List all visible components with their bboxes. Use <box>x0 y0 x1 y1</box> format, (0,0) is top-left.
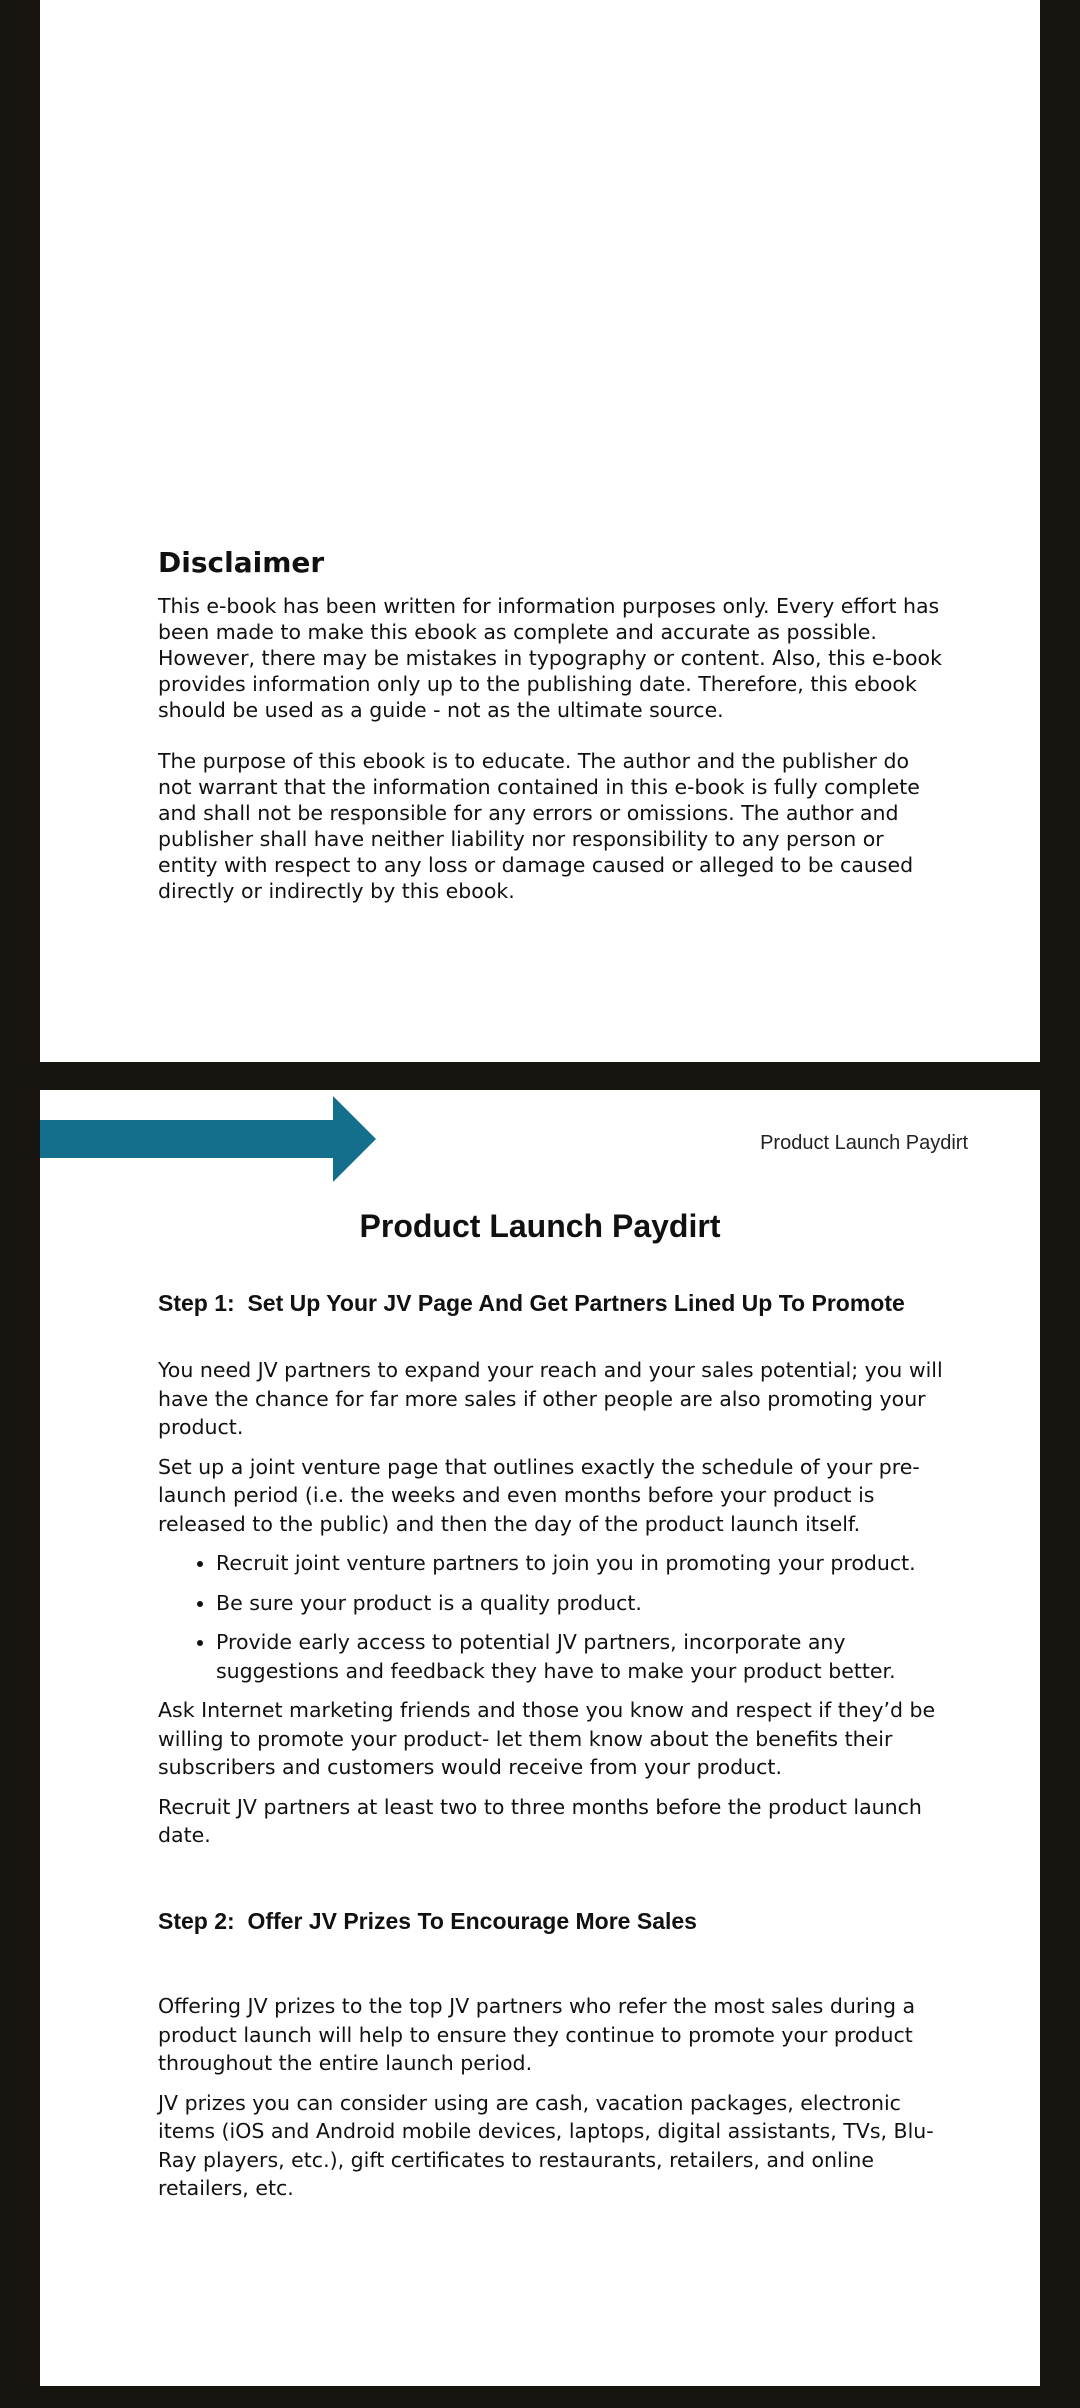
list-item: • Be sure your product is a quality product. <box>216 1589 958 1618</box>
page-2 <box>40 1090 1040 2386</box>
page-1 <box>40 0 1040 1062</box>
step-2-body <box>158 1992 958 2214</box>
running-header: Product Launch Paydirt <box>760 1132 968 1154</box>
step-1-body <box>158 1356 958 1861</box>
header-arrow-icon <box>40 1096 380 1182</box>
disclaimer-paragraph: The purpose of this ebook is to educate. The author and the publisher do not warrant that the information contained in this e-book is fully complete and shall not be responsible for any errors or omissions. The author and publisher shall have neither liability nor responsibility to any person or entity with respect to any loss or damage caused or alleged to be caused directly or indirectly by this ebook. <box>158 749 920 903</box>
disclaimer-paragraph: This e-book has been written for information purposes only. Every effort has been made to make this ebook as complete and accurate as possible. However, there may be mistakes in typography or content. Also, this e-book provides information only up to the publishing date. Therefore, this ebook should be used as a guide - not as the ultimate source. <box>158 594 942 722</box>
paragraph: Ask Internet marketing friends and those you know and respect if they’d be willing to promote your product- let them know about the benefits their subscribers and customers would receive from your product. <box>158 1698 936 1779</box>
list-item: • Provide early access to potential JV partners, incorporate any suggestions and feedback they have to make your product better. <box>216 1628 958 1685</box>
paragraph: Set up a joint venture page that outlines exactly the schedule of your pre-launch period (i.e. the weeks and even months before your product is released to the public) and then the day of the product launch itself. <box>158 1454 920 1536</box>
step-1-heading: Step 1: Set Up Your JV Page And Get Partners Lined Up To Promote <box>158 1290 905 1316</box>
page-title: Product Launch Paydirt <box>359 1208 721 1244</box>
paragraph: You need JV partners to expand your reach and your sales potential; you will have the chance for far more sales if other people are also promoting your product. <box>158 1358 943 1439</box>
disclaimer-title: Disclaimer <box>158 546 325 579</box>
paragraph: Recruit JV partners at least two to three months before the product launch date. <box>158 1794 922 1847</box>
step-2-heading: Step 2: Offer JV Prizes To Encourage More Sales <box>158 1908 697 1934</box>
paragraph: Offering JV prizes to the top JV partners who refer the most sales during a product launch will help to ensure they continue to promote your product throughout the entire launch period. <box>158 1994 916 2075</box>
paragraph: JV prizes you can consider using are cash, vacation packages, electronic items (iOS and Android mobile devices, laptops, digital assistants, TVs, Blu-Ray players, etc.), gift certificates to restaurants, retailers, and online retailers, etc. <box>158 2090 934 2200</box>
list-item: • Recruit joint venture partners to join you in promoting your product. <box>216 1549 958 1578</box>
bullet-list <box>158 1549 958 1685</box>
